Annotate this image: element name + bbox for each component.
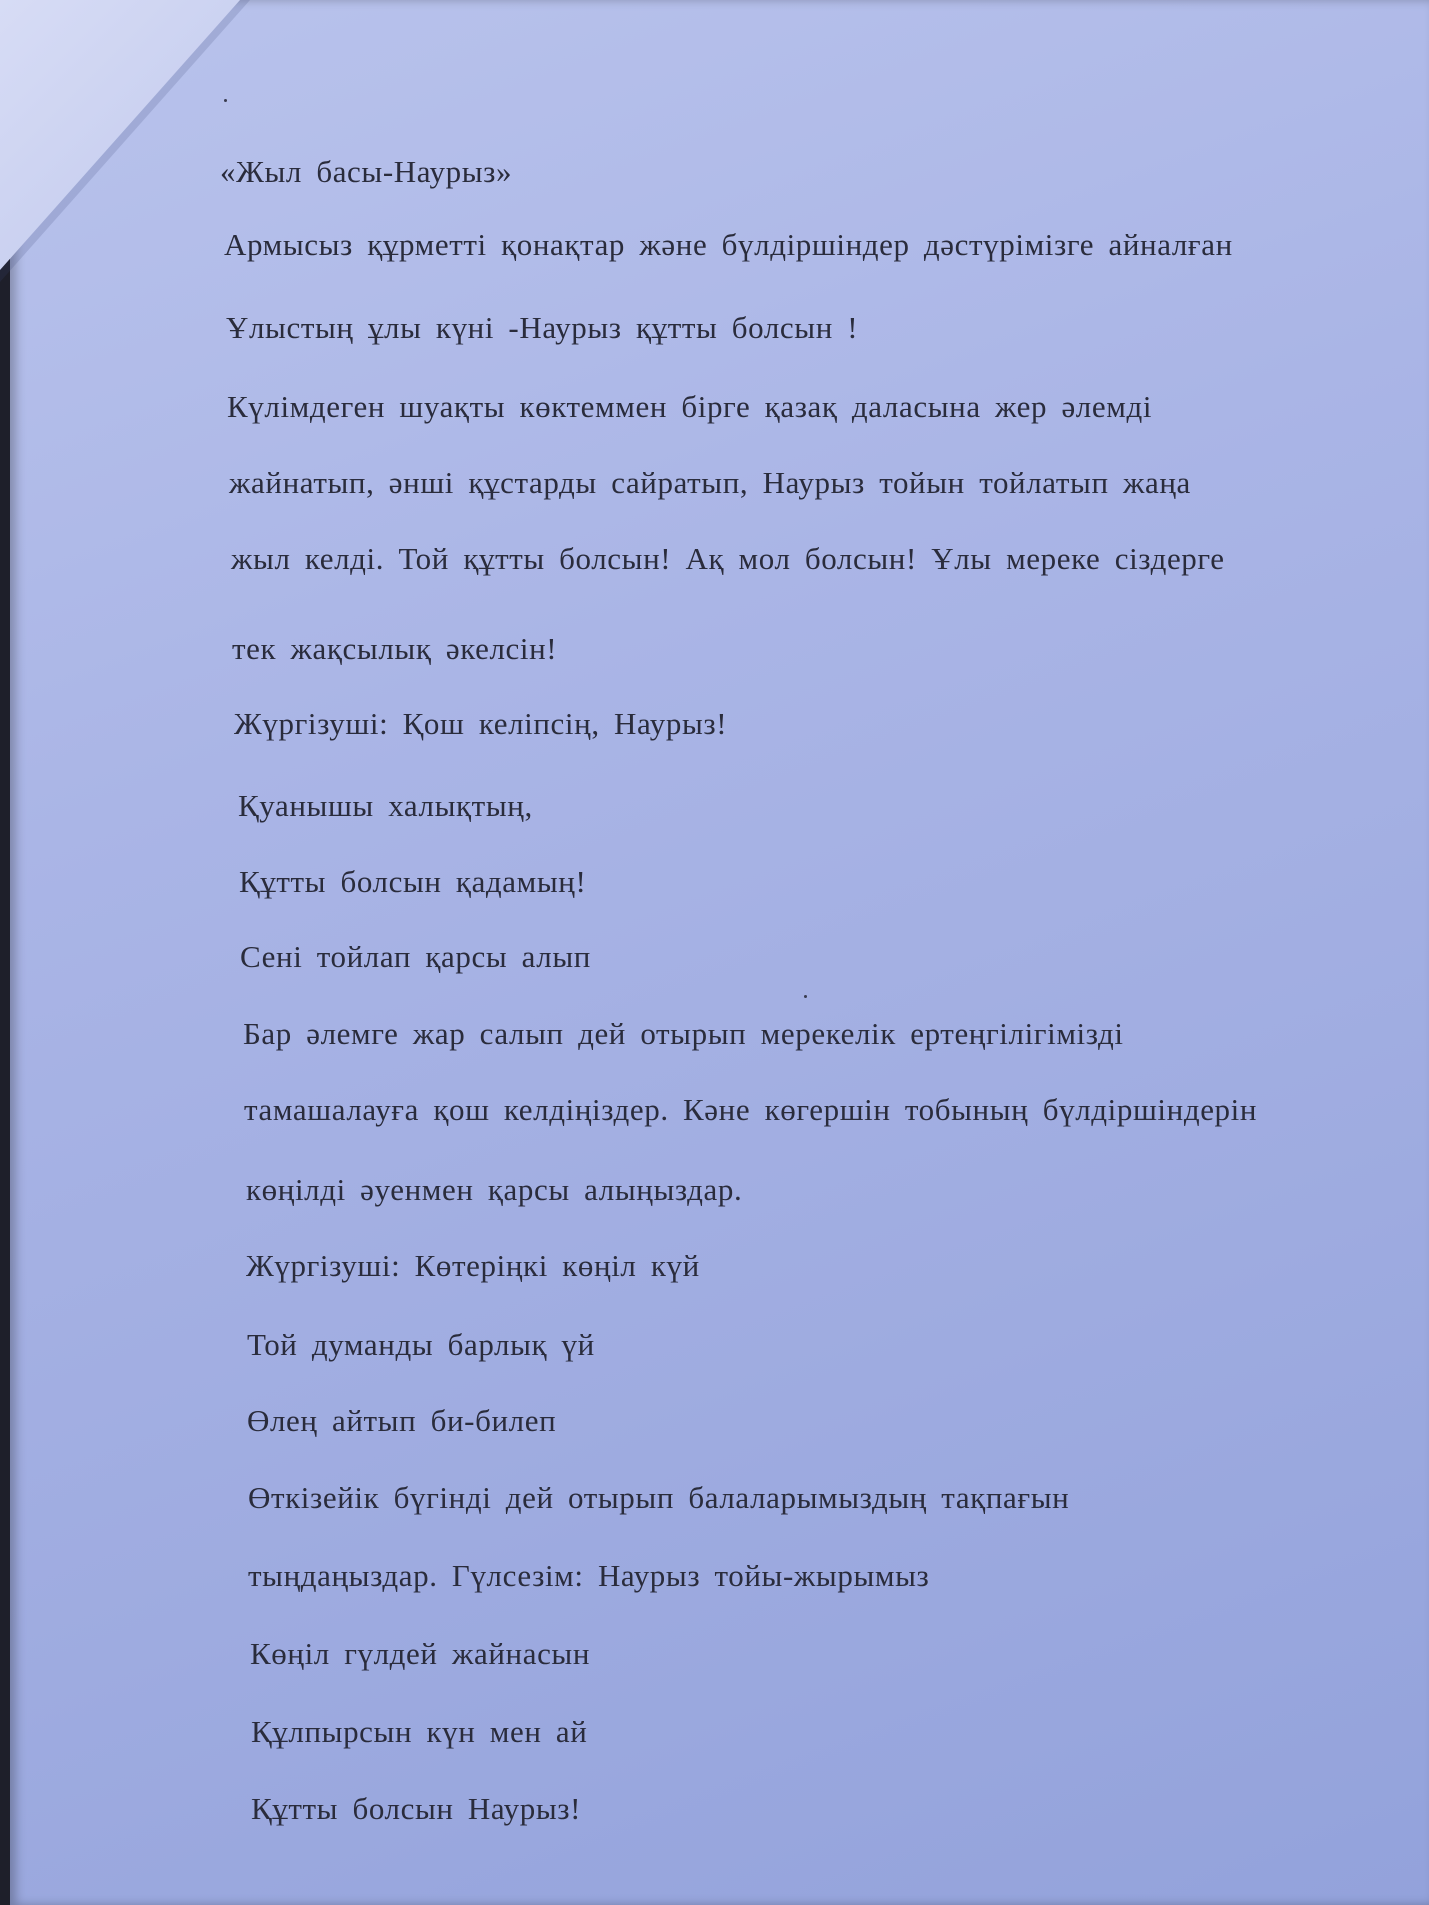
poem-line: Той думанды барлық үй bbox=[247, 1327, 595, 1362]
text-line: жыл келді. Той құтты болсын! Ақ мол болсын! Ұлы мереке сіздерге bbox=[231, 541, 1225, 576]
poem-line: Өлең айтып би-билеп bbox=[247, 1403, 557, 1438]
text-line: жайнатып, әнші құстарды сайратып, Наурыз тойын тойлатып жаңа bbox=[229, 465, 1191, 500]
document-title: «Жыл басы-Наурыз» bbox=[220, 154, 513, 189]
speaker-line: Жүргізуші: Қош келіпсің, Наурыз! bbox=[234, 706, 728, 741]
text-line: Күлімдеген шуақты көктеммен бірге қазақ даласына жер әлемді bbox=[227, 389, 1153, 424]
poem-line: Құтты болсын Наурыз! bbox=[251, 1791, 582, 1826]
poem-line: Сені тойлап қарсы алып bbox=[240, 939, 591, 974]
speaker-line: Жүргізуші: Көтеріңкі көңіл күй bbox=[246, 1248, 700, 1283]
text-line: Бар әлемге жар салып дей отырып мерекелік ертеңгілігімізді bbox=[243, 1016, 1124, 1051]
text-line: Өткізейік бүгінді дей отырып балаларымыздың тақпағын bbox=[248, 1480, 1070, 1515]
speck-mark bbox=[224, 99, 227, 102]
poem-line: Көңіл гүлдей жайнасын bbox=[250, 1636, 591, 1671]
poem-line: Құтты болсын қадамың! bbox=[239, 864, 587, 899]
speck-mark bbox=[804, 995, 807, 998]
text-line: тек жақсылық әкелсін! bbox=[232, 631, 558, 666]
text-line: Ұлыстың ұлы күні -Наурыз құтты болсын ! bbox=[226, 310, 859, 345]
text-line: Армысыз құрметті қонақтар және бүлдіршіндер дәстүрімізге айналған bbox=[224, 227, 1233, 262]
poem-line: Қуанышы халықтың, bbox=[238, 788, 533, 823]
speaker-line: тыңдаңыздар. Гүлсезім: Наурыз тойы-жырымыз bbox=[248, 1558, 930, 1593]
poem-line: Құлпырсын күн мен ай bbox=[251, 1714, 588, 1749]
text-line: тамашалауға қош келдіңіздер. Кәне көгершін тобының бүлдіршіндерін bbox=[244, 1092, 1258, 1127]
text-line: көңілді әуенмен қарсы алыңыздар. bbox=[246, 1172, 743, 1207]
